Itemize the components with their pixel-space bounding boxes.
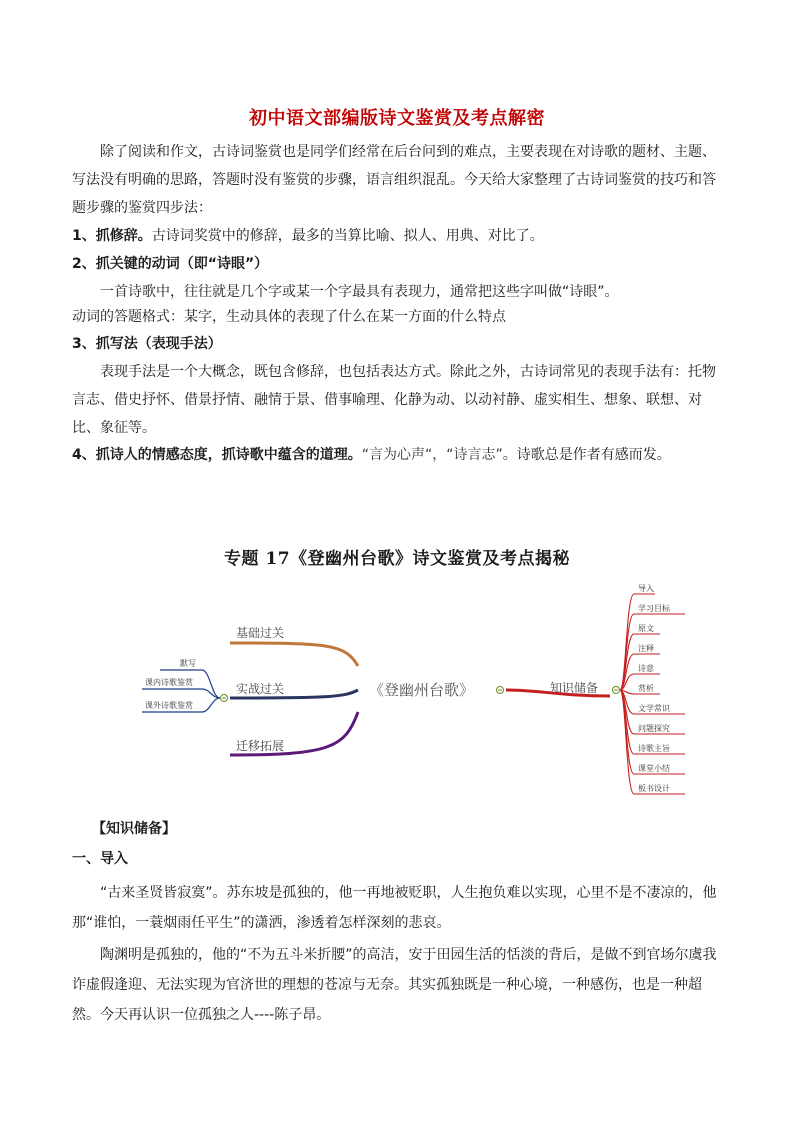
item-meaning: 诗意 [638, 664, 654, 673]
item-goals: 学习目标 [638, 604, 670, 613]
step-4-tail: 。诗歌总是作者有感而发。 [502, 447, 671, 463]
item-summary: 课堂小结 [638, 764, 670, 773]
mind-map [140, 578, 700, 808]
item-inquiry: 问题探究 [638, 724, 670, 733]
document-title: 初中语文部编版诗文鉴赏及考点解密 [249, 108, 545, 129]
step-4 [72, 441, 724, 469]
sub-item-inclass: 课内诗歌鉴赏 [145, 678, 193, 687]
branch-knowledge: 知识储备 [550, 681, 599, 695]
step-2-text: 一首诗歌中，往往就是几个字或某一个字最具有表现力，通常把这些字叫做“诗眼”。 [100, 284, 619, 300]
step-1-text: 古诗词奖赏中的修辞，最多的当算比喻、拟人、用典、对比了。 [151, 228, 544, 244]
item-board: 板书设计 [638, 784, 670, 793]
lead-paragraph-1: “古来圣贤皆寂寞”。苏东坡是孤独的，他一再地被贬职，人生抱负难以实现，心里不是不凄凉的，他那“谁怕，一蓑烟雨任平生”的潇洒，渗透着怎样深刻的悲哀。 [72, 885, 717, 931]
topic-title: 专题 17《登幽州台歌》诗文鉴赏及考点揭秘 [223, 549, 571, 569]
step-2-format: 动词的答题格式：某字，生动具体的表现了什么在某一方面的什么特点 [72, 309, 506, 325]
step-1 [72, 222, 724, 250]
lead-paragraph-2: 陶渊明是孤独的，他的“不为五斗米折腰”的高洁，安于田园生活的恬淡的背后，是做不到官场尔虞我诈虚假逢迎、无法实现为官济世的理想的苍凉与无奈。其实孤独既是一种心境，一种感伤，也是一种超然。今天再认识一位孤独之人----陈子昂。 [72, 947, 717, 1023]
intro-paragraph: 除了阅读和作文，古诗词鉴赏也是同学们经常在后台问到的难点，主要表现在对诗歌的题材、主题、写法没有明确的思路，答题时没有鉴赏的步骤，语言组织混乱。今天给大家整理了古诗词鉴赏的技巧和答题步骤的鉴赏四步法： [72, 144, 716, 216]
branch-combat: 实战过关 [236, 682, 285, 696]
item-original: 原文 [638, 624, 654, 633]
branch-basic: 基础过关 [236, 626, 285, 640]
step-1-heading: 1、抓修辞。 [72, 228, 152, 244]
branch-line-basic [230, 643, 358, 666]
sub-item-recite: 默写 [180, 659, 196, 668]
mindmap-center: 《登幽州台歌》 [369, 681, 475, 699]
item-appreciation: 赏析 [638, 684, 654, 693]
item-intro: 导入 [638, 584, 654, 593]
section-label: 【知识储备】 [92, 821, 176, 837]
step-3-text: 表现手法是一个大概念，既包含修辞，也包括表达方式。除此之外，古诗词常见的表现手法有：托物言志、借史抒怀、借景抒情、融情于景、借事喻理、化静为动、以动衬静、虚实相生、想象、联想、对比、象征等。 [72, 364, 716, 436]
section-one-heading: 一、导入 [72, 851, 128, 867]
step-4-heading: 4、抓诗人的情感态度，抓诗歌中蕴含的道理。 [72, 447, 362, 463]
step-3-heading: 3、抓写法（表现手法） [72, 336, 222, 352]
step-2-heading: 2、抓关键的动词（即“诗眼”） [72, 256, 269, 272]
sub-item-extra: 课外诗歌鉴赏 [145, 701, 193, 710]
step-4-quote: “言为心声“，“诗言志” [361, 447, 503, 463]
item-literature: 文学常识 [638, 704, 670, 713]
branch-transfer: 迁移拓展 [236, 739, 285, 753]
item-notes: 注释 [638, 644, 654, 653]
item-theme: 诗歌主旨 [638, 744, 670, 753]
